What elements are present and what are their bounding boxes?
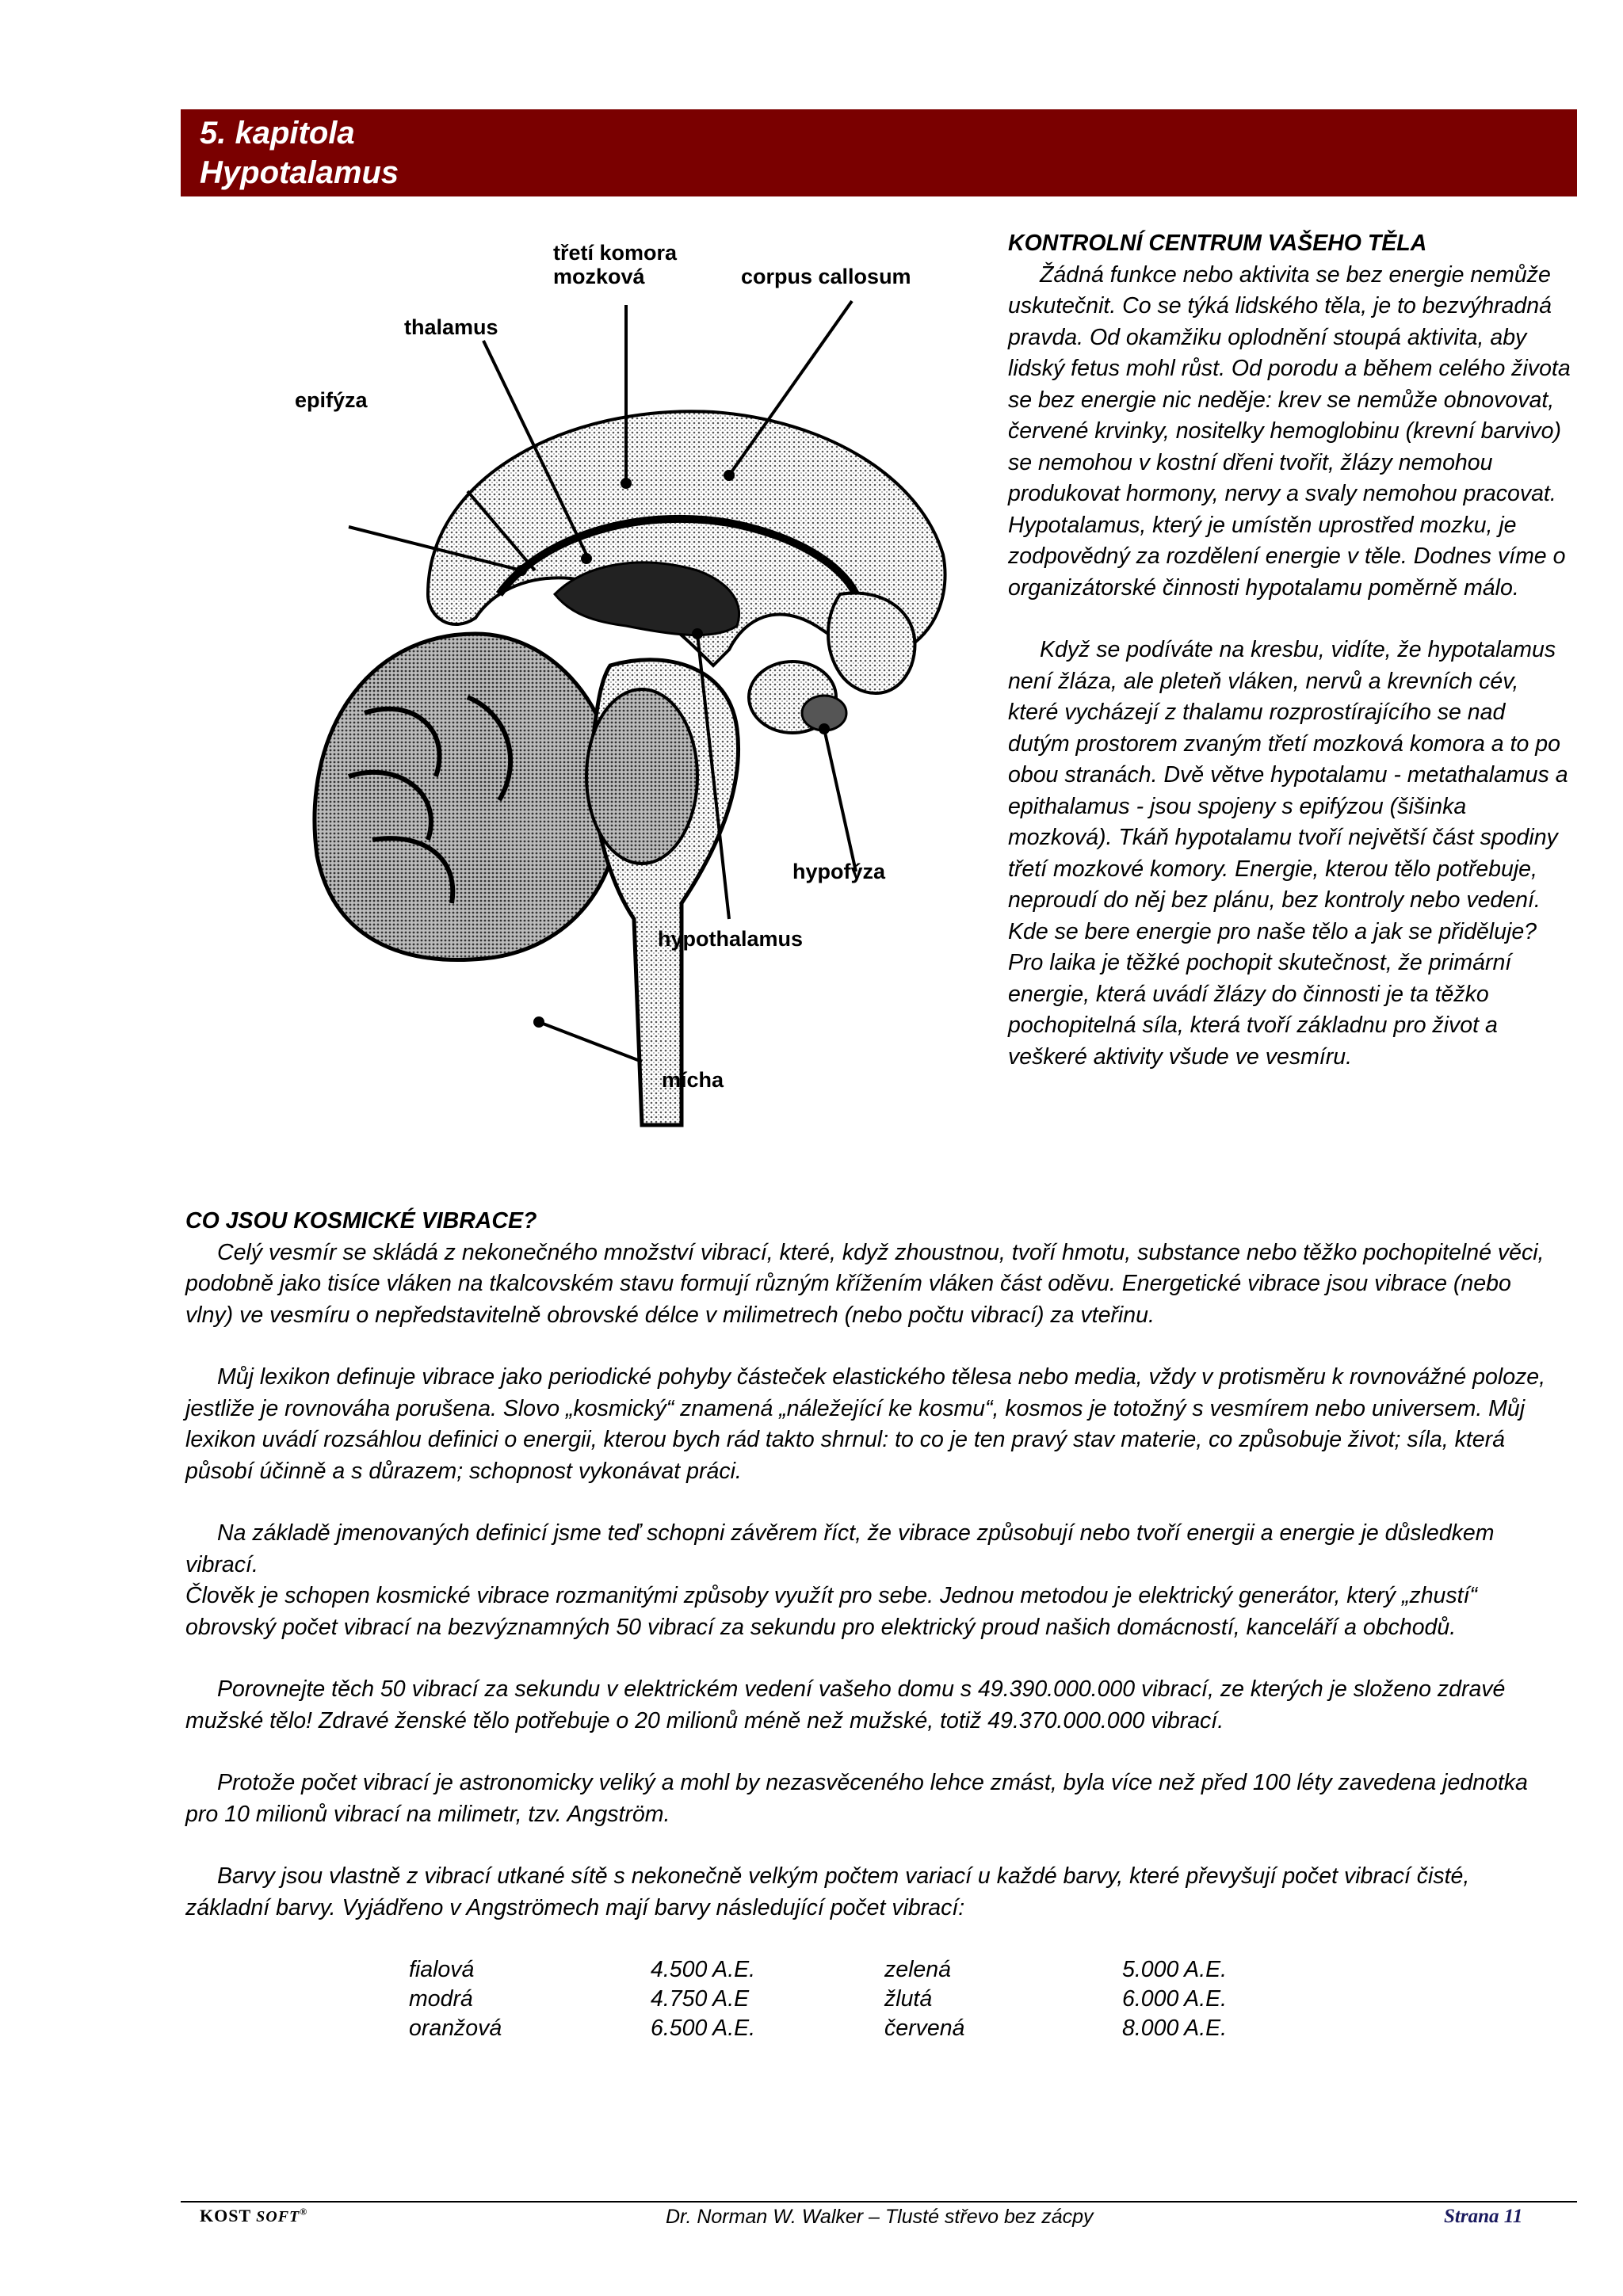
paragraph: Porovnejte těch 50 vibrací za sekundu v elektrickém vedení vašeho domu s 49.390.000.000 vibrací, ze kterých je složeno zdravé mužské tělo! Zdravé ženské tělo potřebuje o 20 milionů méně než mužské, totiž 49.370.000.000 vibrací. xyxy=(185,1676,1506,1733)
color-name: zelená xyxy=(884,1957,951,1982)
color-name: oranžová xyxy=(409,2016,502,2041)
logo-registered: ® xyxy=(300,2206,308,2218)
book-title: Dr. Norman W. Walker – Tlusté střevo bez zácpy xyxy=(666,2206,1094,2228)
label-third-ventricle-2: mozková xyxy=(553,265,645,288)
label-hypophysis: hypofýza xyxy=(792,860,886,883)
table-row xyxy=(409,2014,1281,2043)
label-spinal-cord: mícha xyxy=(662,1068,724,1092)
paragraph: Člověk je schopen kosmické vibrace rozmanitými způsoby využít pro sebe. Jednou metodou je elektrický generátor, který „zhustí“ obrovský počet vibrací na bezvýznamných 50 vibrací za sekundu pro elektrický proud našich domácností, kanceláří a obchodů. xyxy=(185,1583,1477,1640)
paragraph: Můj lexikon definuje vibrace jako periodické pohyby částeček elastického tělesa nebo media, vždy v protisměru k rovnovážné poloze, jestliže je rovnováha porušena. Slovo „kosmický“ znamená „náležející ke kosmu“, kosmos je totožný s vesmírem nebo universem. Můj lexikon uvádí rozsáhlou definici o energii, kterou bych rád takto shrnul: to co je ten pravý stav materie, co způsobuje život; síla, která působí účinně a s důrazem; schopnost vykonávat práci. xyxy=(185,1364,1546,1484)
label-corpus-callosum: corpus callosum xyxy=(741,265,911,288)
table-row xyxy=(409,1955,1281,1985)
label-thalamus: thalamus xyxy=(404,315,498,339)
publisher-logo xyxy=(200,2206,307,2226)
section-heading: KONTROLNÍ CENTRUM VAŠEHO TĚLA xyxy=(1008,231,1427,256)
brain-illustration xyxy=(269,222,983,1149)
color-value: 6.000 A.E. xyxy=(1122,1986,1228,2012)
logo-soft: SOFT xyxy=(256,2208,300,2225)
paragraph: Celý vesmír se skládá z nekonečného množství vibrací, které, když zhoustnou, tvoří hmotu, substance nebo těžko pochopitelné věci, podobně jako tisíce vláken na tkalcovském stavu formují různým křížením vláken část oděvu. Energetické vibrace jsou vibrace (nebo vlny) ve vesmíru o nepředstavitelně obrovské délce v milimetrech (nebo počtu vibrací) za vteřinu. xyxy=(185,1239,1545,1328)
page-number: Strana 11 xyxy=(1444,2206,1523,2227)
color-name: modrá xyxy=(409,1986,473,2012)
paragraph: Žádná funkce nebo aktivita se bez energie nemůže uskutečnit. Co se týká lidského těla, je to bezvýhradná pravda. Od okamžiku oplodnění stoupá aktivita, aby lidský fetus mohl růst. Od porodu a během celého života se bez energie nic neděje: krev se nemůže obnovovat, červené krvinky, nositelky hemoglobinu (krevní barvivo) se nemohou v kostní dřeni tvořit, žlázy nemohou produkovat hormony, nervy a svaly nemohou pracovat. Hypotalamus, který je umístěn uprostřed mozku, je zodpovědný za rozdělení energie v těle. Dodnes víme o organizátorské činnosti hypotalamu poměrně málo. xyxy=(1008,261,1571,601)
chapter-number: 5. kapitola xyxy=(200,116,355,151)
paragraph: Barvy jsou vlastně z vibrací utkané sítě s nekonečně velkým počtem variací u každé barvy, které převyšují počet vibrací čisté, základní barvy. Vyjádřeno v Angströmech mají barvy následující počet vibrací: xyxy=(185,1863,1470,1920)
color-value: 8.000 A.E. xyxy=(1122,2016,1228,2041)
footer-rule xyxy=(181,2201,1577,2203)
color-value: 5.000 A.E. xyxy=(1122,1957,1228,1982)
control-center-section xyxy=(1008,228,1571,1073)
logo-text: KOST xyxy=(200,2206,252,2225)
brain-drawing xyxy=(269,222,983,1149)
color-value: 4.500 A.E. xyxy=(651,1957,756,1982)
color-value: 6.500 A.E. xyxy=(651,2016,756,2041)
color-name: červená xyxy=(884,2016,965,2041)
chapter-title: Hypotalamus xyxy=(200,155,399,190)
section-heading: CO JSOU KOSMICKÉ VIBRACE? xyxy=(185,1208,537,1234)
table-row xyxy=(409,1985,1281,2014)
color-value: 4.750 A.E xyxy=(651,1986,750,2012)
paragraph: Na základě jmenovaných definicí jsme teď schopni závěrem říct, že vibrace způsobují nebo tvoří energii a energie je důsledkem vibrací. xyxy=(185,1520,1495,1577)
label-third-ventricle: třetí komora xyxy=(553,241,678,265)
cosmic-vibrations-section xyxy=(185,1206,1549,1924)
label-hypothalamus: hypothalamus xyxy=(658,927,804,951)
color-vibration-table xyxy=(409,1955,1281,2043)
paragraph: Protože počet vibrací je astronomicky veliký a mohl by nezasvěceného lehce zmást, byla více než před 100 léty zavedena jednotka pro 10 milionů vibrací na milimetr, tzv. Angström. xyxy=(185,1770,1528,1827)
label-epiphysis: epifýza xyxy=(295,388,368,412)
paragraph: Když se podíváte na kresbu, vidíte, že hypotalamus není žláza, ale pleteň vláken, nervů a krevních cév, které vycházejí z thalamu rozprostírajícího se nad dutým prostorem zvaným třetí mozková komora a to po obou stranách. Dvě větve hypotalamu - metathalamus a epithalamus - jsou spojeny s epifýzou (šišinka mozková). Tkáň hypotalamu tvoří největší část spodiny třetí mozkové komory. Energie, kterou tělo potřebuje, neproudí do něj bez plánu, bez kontroly nebo vedení. Kde se bere energie pro naše tělo a jak se přiděluje? Pro laika je těžké pochopit skutečnost, že primární energie, která uvádí žlázy do činnosti je ta těžko pochopitelná síla, která tvoří základnu pro život a veškeré aktivity všude ve vesmíru. xyxy=(1008,637,1568,1070)
chapter-banner xyxy=(181,109,1577,196)
color-name: fialová xyxy=(409,1957,475,1982)
color-name: žlutá xyxy=(884,1986,933,2012)
